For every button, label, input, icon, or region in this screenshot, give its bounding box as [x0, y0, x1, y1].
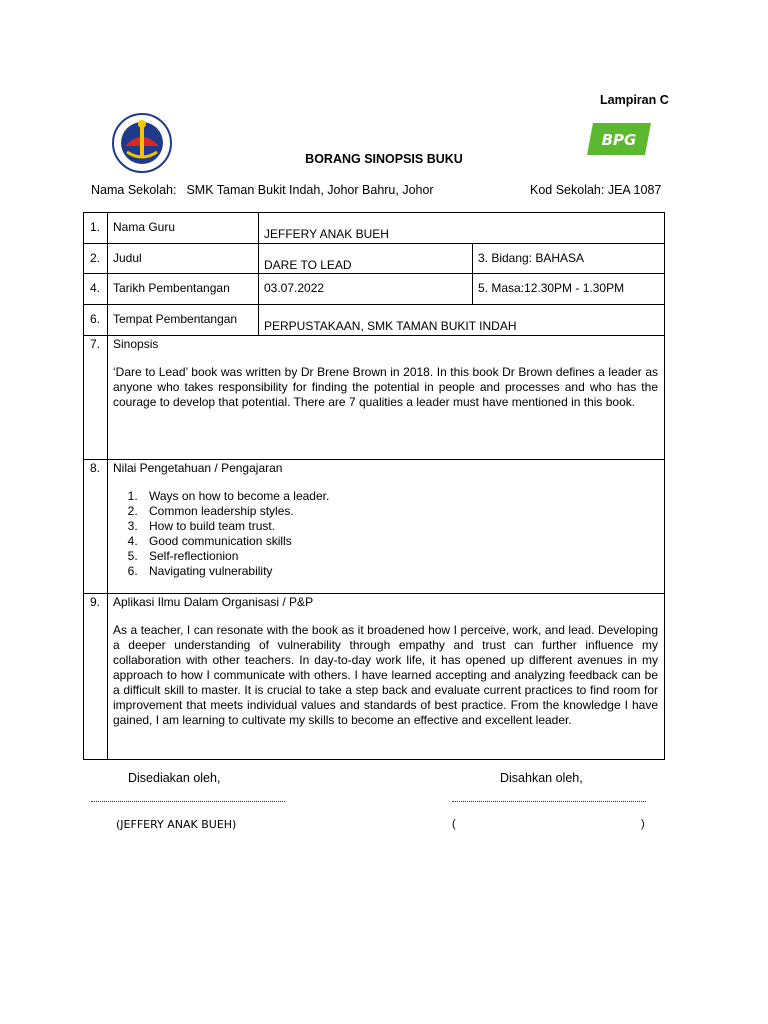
application-cell: [108, 594, 665, 760]
signature-line-left: [91, 801, 285, 802]
row-number: 9.: [84, 594, 108, 760]
field-value: 3. Bidang: BAHASA: [473, 244, 665, 274]
field-label: Sinopsis: [113, 337, 159, 351]
title-value: DARE TO LEAD: [259, 244, 473, 274]
field-label: Aplikasi Ilmu Dalam Organisasi / P&P: [113, 595, 314, 609]
values-cell: [108, 460, 665, 594]
row-number: 1.: [84, 213, 108, 244]
row-number: 8.: [84, 460, 108, 594]
signature-line-right: [452, 801, 646, 802]
bpg-logo-text: BPG: [601, 131, 637, 149]
list-item: 5. Self-reflectionion: [141, 549, 658, 564]
attachment-label: Lampiran C: [600, 93, 669, 107]
date-value: 03.07.2022: [259, 274, 473, 305]
synopsis-form-table: [83, 212, 665, 760]
table-row: [84, 460, 665, 594]
row-number: 2.: [84, 244, 108, 274]
row-number: 4.: [84, 274, 108, 305]
synopsis-text: ‘Dare to Lead’ book was written by Dr Brene Brown in 2018. In this book Dr Brown defines a leader as anyone who takes responsibility for finding the potential in people and processes and who has the courage to develop that potential. There are 7 qualities a leader must have mentioned in this book.: [113, 365, 658, 409]
table-row: [84, 274, 665, 305]
application-text: As a teacher, I can resonate with the book as it broadened how I perceive, work, and lead. Developing a deeper understanding of vulnerability through empathy and trust can further influence my collaboration with other teachers. In day-to-day work life, it has opened up different avenues in my approach to how I communicate with others. I have learned accepting and analyzing feedback can be a difficult skill to master. It is crucial to take a step back and evaluate current practices to find room for improvement that meets individual values and standards of best practice. From the knowledge I have gained, I am learning to cultivate my skills to become an effective and excellent leader.: [113, 623, 658, 727]
school-value: SMK Taman Bukit Indah, Johor Bahru, Johor: [186, 183, 434, 197]
field-label: Nama Guru: [108, 213, 259, 244]
teacher-name-value: JEFFERY ANAK BUEH: [259, 213, 665, 244]
table-row: [84, 244, 665, 274]
field-label: Nilai Pengetahuan / Pengajaran: [113, 461, 283, 475]
field-label: Judul: [108, 244, 259, 274]
school-label: Nama Sekolah:: [91, 183, 177, 197]
table-row: [84, 336, 665, 460]
school-name: [91, 183, 434, 197]
row-number: 6.: [84, 305, 108, 336]
table-row: [84, 594, 665, 760]
field-label: Tarikh Pembentangan: [108, 274, 259, 305]
approver-paren-open: (: [452, 818, 456, 830]
venue-value: PERPUSTAKAAN, SMK TAMAN BUKIT INDAH: [259, 305, 665, 336]
approver-paren-close: ): [641, 818, 645, 830]
school-code: Kod Sekolah: JEA 1087: [530, 183, 662, 197]
table-row: [84, 305, 665, 336]
prepared-by-label: Disediakan oleh,: [128, 771, 221, 785]
list-item: 6. Navigating vulnerability: [141, 564, 658, 579]
list-item: 3. How to build team trust.: [141, 519, 658, 534]
list-item: 2. Common leadership styles.: [141, 504, 658, 519]
table-row: [84, 213, 665, 244]
list-item: 1. Ways on how to become a leader.: [141, 489, 658, 504]
approved-by-label: Disahkan oleh,: [500, 771, 583, 785]
prepared-by-name: (JEFFERY ANAK BUEH): [116, 818, 237, 831]
form-title: BORANG SINOPSIS BUKU: [305, 152, 463, 166]
field-value: 5. Masa:12.30PM - 1.30PM: [473, 274, 665, 305]
synopsis-cell: [108, 336, 665, 460]
field-label: Tempat Pembentangan: [108, 305, 259, 336]
lesson-list: [113, 489, 658, 579]
list-item: 4. Good communication skills: [141, 534, 658, 549]
row-number: 7.: [84, 336, 108, 460]
